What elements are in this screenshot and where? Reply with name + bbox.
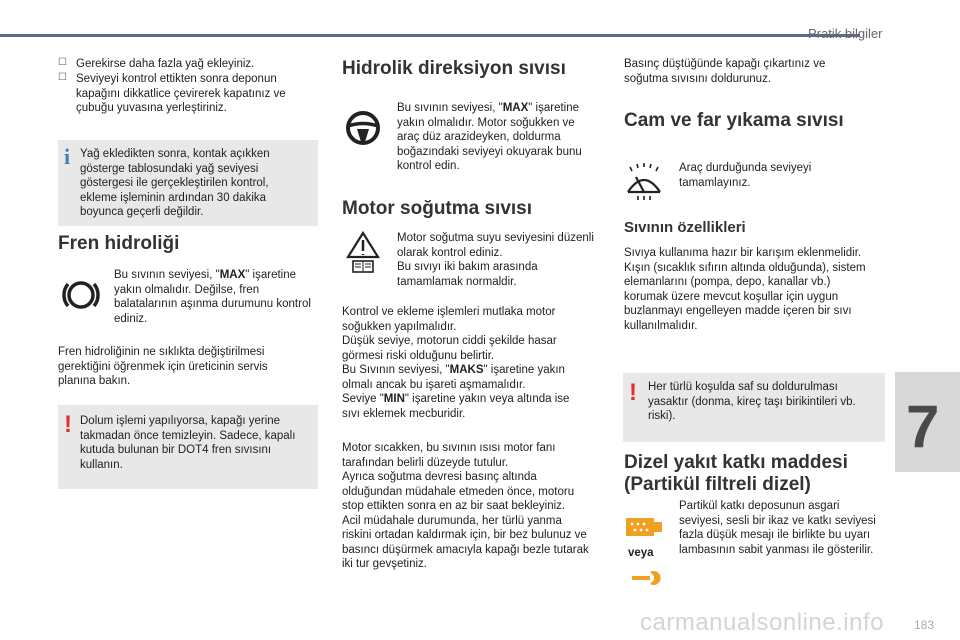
dizel-paragraph: Partikül katkı deposunun asgari seviyesi, sesli bir ikaz ve katkı seviyesi fazla düşük mesajı ile birlikte bu uyarı lambasının sabit yanması ile gösterilir. bbox=[679, 500, 876, 556]
washer-fluid-icon bbox=[622, 162, 666, 202]
warning-note-water: ! Her türlü koşulda saf su doldurulması yasaktır (donma, kireç taşı birikintileri vb. riski). bbox=[623, 373, 885, 442]
section-title-hidrolik: Hidrolik direksiyon sıvısı bbox=[342, 58, 566, 79]
fren-paragraph-2: Fren hidroliğinin ne sıklıkta değiştirilmesi gerektiğini öğrenmek için üreticinin servis planına bakın. bbox=[58, 346, 268, 387]
info-note: i Yağ ekledikten sonra, kontak açıkken gösterge tablosundaki yağ seviyesi göstergesi ile gerçekleştirilen kontrol, ekleme işleminin ardından 30 dakika boyunca geçerli değildir. bbox=[58, 140, 318, 226]
particle-filter-icon bbox=[622, 512, 666, 542]
wrench-icon bbox=[628, 568, 662, 588]
hidrolik-paragraph: Bu sıvının seviyesi, "MAX" işaretine yakın olmalıdır. Motor soğukken ve araç düz arazideyken, doldurma boğazındaki seviyeyi okuyarak bunu kontrol edin. bbox=[397, 102, 582, 172]
section-title-dizel: Dizel yakıt katkı maddesi (Partikül filtreli dizel) bbox=[624, 452, 848, 495]
cam-paragraph: Araç durduğunda seviyeyi tamamlayınız. bbox=[679, 162, 812, 189]
subsection-title-sivi: Sıvının özellikleri bbox=[624, 219, 746, 236]
section-title-cam: Cam ve far yıkama sıvısı bbox=[624, 110, 844, 131]
warning-icon: ! bbox=[64, 411, 72, 438]
section-label: Pratik bilgiler bbox=[808, 26, 883, 41]
bullet-item: ☐ Seviyeyi kontrol ettikten sonra deponun kapağını dikkatlice çevirerek kapatınız ve çubuğu yuvasına yerleştiriniz. bbox=[58, 72, 286, 114]
warning-note: ! Dolum işlemi yapılıyorsa, kapağı yerine takmadan önce temizleyin. Sadece, kapalı kutuda bulunan bir DOT4 fren sıvısını kullanın. bbox=[58, 405, 318, 489]
fren-paragraph-1: Bu sıvının seviyesi, "MAX" işaretine yakın olmalıdır. Değilse, fren balatalarının aşınma durumunu kontrol ediniz. bbox=[114, 269, 311, 325]
header-rule bbox=[0, 34, 860, 37]
page-number: 183 bbox=[914, 618, 935, 632]
motor-paragraph-1: Motor soğutma suyu seviyesini düzenli olarak kontrol ediniz. Bu sıvıyı iki bakım arasında tamamlamak normaldir. bbox=[397, 232, 594, 288]
or-label: veya bbox=[628, 547, 654, 559]
warning-icon: ! bbox=[629, 379, 637, 406]
brake-warning-icon bbox=[61, 275, 101, 315]
bullet-icon: ☐ bbox=[58, 72, 67, 83]
watermark: carmanualsonline.info bbox=[640, 609, 884, 636]
motor-paragraph-2: Kontrol ve ekleme işlemleri mutlaka motor soğukken yapılmalıdır. Düşük seviye, motorun ciddi şekilde hasar görmesi riski olduğunu belirtir. Bu Sıvının seviyesi, "MAKS" işaretine yakın olmalı ancak bu işareti aşmamalıdır. Seviye "MIN" işaretine yakın veya altında ise sıvı eklemek mecburidir. bbox=[342, 306, 570, 420]
bullet-icon: ☐ bbox=[58, 57, 67, 68]
section-title-fren: Fren hidroliği bbox=[58, 233, 180, 254]
sivi-paragraph: Sıvıya kullanıma hazır bir karışım eklenmelidir. Kışın (sıcaklık sıfırın altında olduğunda), sistem elemanlarını (pompa, depo, kanallar vb.) korumak üzere mevcut koşullar için uygun buzlanmayı engelleyen madde içeren bir sıvı kullanılmalıdır. bbox=[624, 247, 866, 332]
motor-paragraph-3: Motor sıcakken, bu sıvının ısısı motor fanı tarafından belirli düzeyde tutulur. Ayrıca soğutma devresi basınç altında olduğundan müdahale etmeden önce, motoru stop ettikten sonra en az bir saat bekleyiniz. Acil müdahale durumunda, her türlü yanma riskini ortadan kaldırmak için, bir bez bulunuz ve basıncı düşürmek amacıyla kapağı bezle tutarak iki tur gevşetiniz. bbox=[342, 442, 589, 570]
bullet-item: ☐ Gerekirse daha fazla yağ ekleyiniz. bbox=[58, 57, 255, 70]
section-title-motor: Motor soğutma sıvısı bbox=[342, 198, 533, 219]
basinc-paragraph: Basınç düştüğünde kapağı çıkartınız ve soğutma sıvısını doldurunuz. bbox=[624, 58, 826, 85]
coolant-warning-icon bbox=[345, 230, 381, 274]
steering-wheel-icon bbox=[343, 108, 383, 148]
chapter-number: 7 bbox=[906, 393, 940, 460]
info-icon: i bbox=[64, 144, 71, 169]
